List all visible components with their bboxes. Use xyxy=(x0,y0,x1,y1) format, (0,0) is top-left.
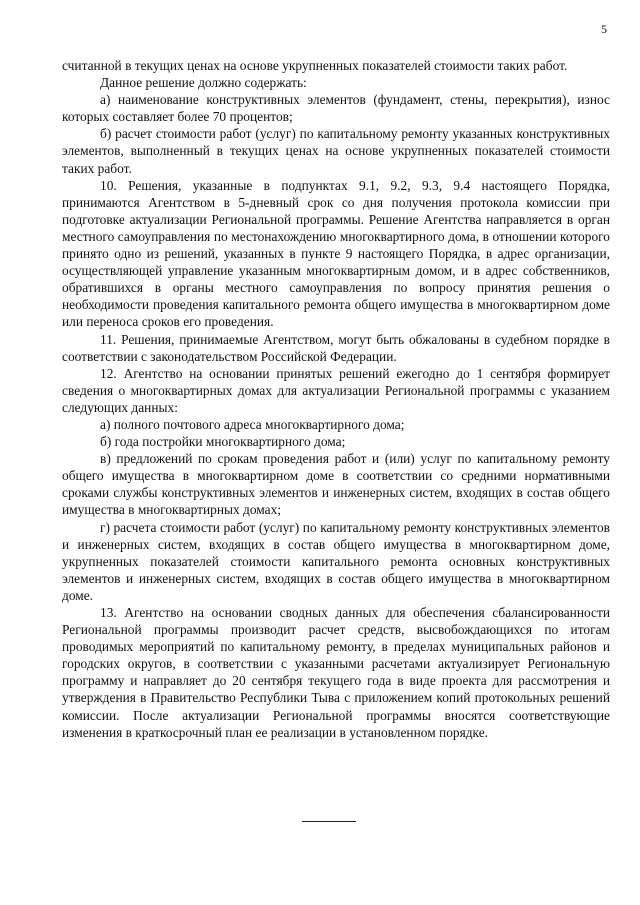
paragraph-12-item-v: в) предложений по срокам проведения работ и (или) услуг по капитальному ремонту общего имущества в многоквартирном доме в соответствии со средними нормативными сроками службы конструктивных элементов и инженерных систем, входящих в состав общего имущества в многоквартирных домах; xyxy=(62,451,610,518)
paragraph-12-item-b: б) года постройки многоквартирного дома; xyxy=(100,434,346,450)
paragraph-12-item-g: г) расчета стоимости работ (услуг) по капитальному ремонту конструктивных элементов и инженерных систем, входящих в состав общего имущества в многоквартирном доме, укрупненных показателей стоимости капитального ремонта основных конструктивных элементов и инженерных систем, входящих в состав общего имущества в многоквартирном доме. xyxy=(62,519,610,603)
paragraph-item-b: б) расчет стоимости работ (услуг) по капитальному ремонту указанных конструктивных элементов, выполненный в текущих ценах на основе укрупненных показателей стоимости таких работ. xyxy=(62,126,610,176)
paragraph-continuation: считанной в текущих ценах на основе укрупненных показателей стоимости таких работ. xyxy=(62,58,568,73)
paragraph-11: 11. Решения, принимаемые Агентством, могут быть обжалованы в судебном порядке в соответствии с законодательством Российской Федерации. xyxy=(62,331,610,364)
page-number: 5 xyxy=(601,22,607,36)
paragraph-12-item-a: а) полного почтового адреса многоквартирного дома; xyxy=(100,416,405,432)
paragraph-item-a: а) наименование конструктивных элементов (фундамент, стены, перекрытия), износ которых составляет более 70 процентов; xyxy=(62,92,610,125)
paragraph-decision-contents: Данное решение должно содержать: xyxy=(100,75,307,91)
end-divider xyxy=(302,821,356,822)
paragraph-12: 12. Агентство на основании принятых решений ежегодно до 1 сентября формирует сведения о многоквартирных домах для актуализации Региональной программы с указанием следующих данных: xyxy=(62,365,610,415)
paragraph-13: 13. Агентство на основании сводных данных для обеспечения сбалансированности Региональной программы производит расчет средств, высвобождающихся по итогам проводимых мероприятий по капитальному ремонту, в пределах муниципальных районов и городских округов, в соответствии с указанными расчетами актуализирует Региональную программу и направляет до 20 сентября текущего года в виде проекта для рассмотрения и утверждения в Правительство Республики Тыва с приложением копий протокольных решений комиссии. После актуализации Региональной программы вносятся соответствующие изменения в краткосрочный план ее реализации в установленном порядке. xyxy=(62,605,610,740)
paragraph-10: 10. Решения, указанные в подпунктах 9.1, 9.2, 9.3, 9.4 настоящего Порядка, принимаются Агентством в 5-дневный срок со дня получения протокола комиссии при подготовке актуализации Региональной программы. Решение Агентства направляется в орган местного самоуправления по местонахождению многоквартирного дома, в отношении которого принято одно из решений, указанных в пункте 9 настоящего Порядка, в адрес организации, осуществляющей управление указанным многоквартирным домом, и в адрес собственников, обратившихся в органы местного самоуправления по вопросу принятия решения о необходимости проведения капитального ремонта общего имущества в многоквартирном доме или переноса сроков его проведения. xyxy=(62,177,610,330)
document-body xyxy=(62,57,610,741)
